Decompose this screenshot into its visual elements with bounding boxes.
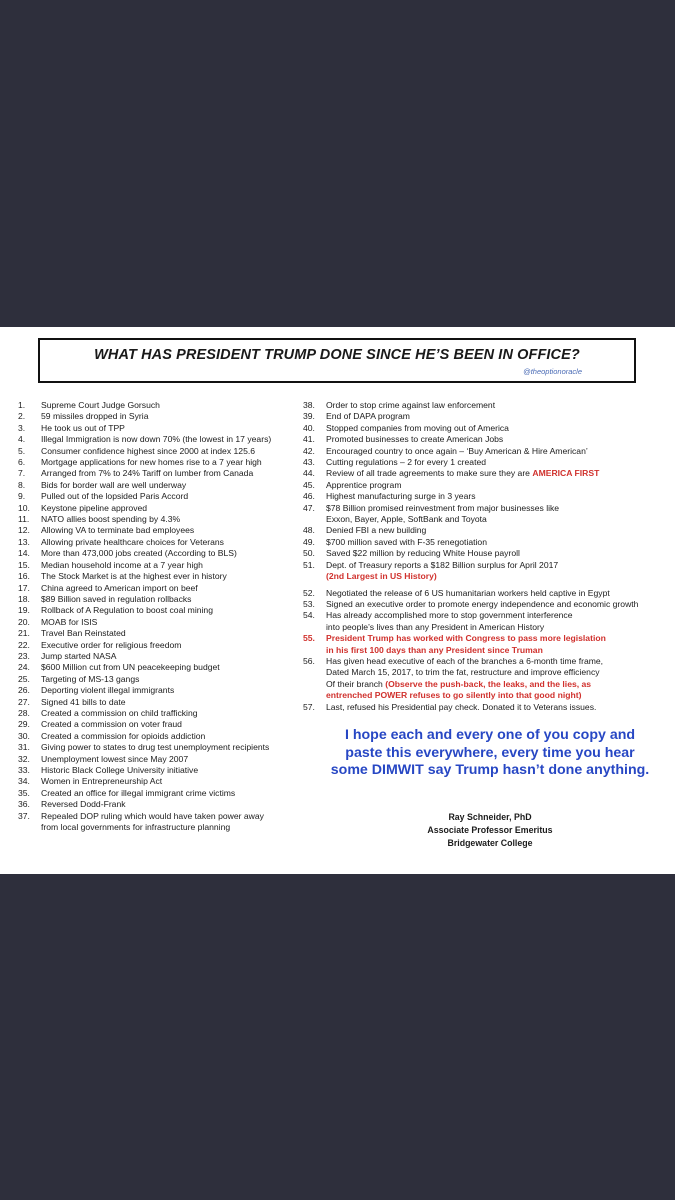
author-name: Ray Schneider, PhD [448,812,532,822]
list-item: 12. Allowing VA to terminate bad employees [18,525,195,536]
list-item: 29. Created a commission on voter fraud [18,719,182,730]
list-item: 21. Travel Ban Reinstated [18,628,126,639]
author-school: Bridgewater College [447,838,533,848]
list-item: 32. Unemployment lowest since May 2007 [18,753,189,764]
list-item: 53. Signed an executive order to promote energy independence and economic growth [303,598,639,609]
signature-block [330,811,650,850]
list-item: 49. $700 million saved with F-35 renegotiation [303,536,487,547]
document-sheet [0,327,675,874]
list-item: 3. He took us out of TPP [18,422,125,433]
list-item: 1. Supreme Court Judge Gorsuch [18,400,160,410]
list-item: 56. Has given head executive of each of the branches a 6-month time frame, Dated March 15, 2017, to trim the fat, restructure and improve efficiency Of their branch (Observe the push-back, the leaks, and the lies, as entrenched POWER refuses to go silently into that good night) [303,655,604,701]
list-item: 28. Created a commission on child trafficking [18,707,198,718]
list-item: 50. Saved $22 million by reducing White House payroll [303,548,520,559]
accomplishments-list-left [18,400,308,833]
list-item: 23. Jump started NASA [18,650,117,661]
list-item: 36. Reversed Dodd-Frank [18,799,126,810]
list-item: 42. Encouraged country to once again – ‘Buy American & Hire American’ [303,445,588,456]
list-item: 34. Women in Entrepreneurship Act [18,776,163,787]
list-item: 15. Median household income at a 7 year high [18,559,203,570]
list-item: 44. Review of all trade agreements to make sure they are AMERICA FIRST [303,468,600,479]
closing-quote: I hope each and every one of you copy and paste this everywhere, every time you hear some DIMWIT say Trump hasn’t done anything. [330,727,650,778]
list-item: 33. Historic Black College University initiative [18,765,199,775]
list-item: 14. More than 473,000 jobs created (According to BLS) [18,548,237,559]
list-item: 57. Last, refused his Presidential pay check. Donated it to Veterans issues. [303,701,597,712]
list-item: 45. Apprentice program [303,479,402,490]
author-position: Associate Professor Emeritus [427,825,553,835]
list-item: 20. MOAB for ISIS [18,616,98,627]
list-item: 7. Arranged from 7% to 24% Tariff on lumber from Canada [18,468,254,479]
list-item: 16. The Stock Market is at the highest ever in history [18,571,227,582]
list-item: 25. Targeting of MS-13 gangs [18,673,140,684]
author-handle: @theoptionoracle [523,367,582,376]
list-item: 4. Illegal Immigration is now down 70% (the lowest in 17 years) [18,434,272,445]
list-item: 46. Highest manufacturing surge in 3 years [303,491,476,502]
list-item: 19. Rollback of A Regulation to boost coal mining [18,605,213,616]
list-item: 30. Created a commission for opioids addiction [18,730,206,741]
list-item: 37. Repealed DOP ruling which would have taken power away from local governments for infrastructure planning [18,810,264,833]
list-item: 26. Deporting violent illegal immigrants [18,685,175,696]
list-item: 55. President Trump has worked with Congress to pass more legislation in his first 100 days than any President since Truman [303,633,606,655]
list-item: 43. Cutting regulations – 2 for every 1 created [303,457,487,468]
list-item: 6. Mortgage applications for new homes rise to a 7 year high [18,457,262,468]
list-item: 39. End of DAPA program [303,411,410,422]
list-item: 35. Created an office for illegal immigrant crime victims [18,787,236,798]
list-item: 51. Dept. of Treasury reports a $182 Billion surplus for April 2017 (2nd Largest in US History) [303,559,559,582]
list-item: 9. Pulled out of the lopsided Paris Accord [18,491,189,502]
list-item: 54. Has already accomplished more to stop government interference into people’s lives than any President in American History [303,610,573,632]
list-item: 38. Order to stop crime against law enforcement [303,400,496,410]
list-item: 13. Allowing private healthcare choices for Veterans [18,536,224,547]
list-item: 8. Bids for border wall are well underway [18,479,187,490]
list-item: 24. $600 Million cut from UN peacekeeping budget [18,662,220,673]
list-item: 22. Executive order for religious freedom [18,639,182,650]
title-box [38,338,636,383]
list-item: 2. 59 missiles dropped in Syria [18,411,149,422]
list-item: 27. Signed 41 bills to date [18,696,126,707]
list-item: 41. Promoted businesses to create American Jobs [303,434,504,445]
list-item: 47. $78 Billion promised reinvestment from major businesses like Exxon, Bayer, Apple, SoftBank and Toyota [303,502,560,525]
list-item: 48. Denied FBI a new building [303,525,427,536]
page-title: WHAT HAS PRESIDENT TRUMP DONE SINCE HE’S BEEN IN OFFICE? [94,347,580,363]
list-item: 17. China agreed to American import on beef [18,582,198,593]
list-item: 52. Negotiated the release of 6 US humanitarian workers held captive in Egypt [303,587,610,598]
list-item: 31. Giving power to states to drug test unemployment recipients [18,742,270,753]
list-item: 11. NATO allies boost spending by 4.3% [18,514,181,525]
list-item: 40. Stopped companies from moving out of America [303,422,509,433]
accomplishments-list-right [303,400,658,713]
list-item: 10. Keystone pipeline approved [18,502,148,513]
list-item: 5. Consumer confidence highest since 2000 at index 125.6 [18,445,256,456]
list-item: 18. $89 Billion saved in regulation rollbacks [18,593,192,604]
